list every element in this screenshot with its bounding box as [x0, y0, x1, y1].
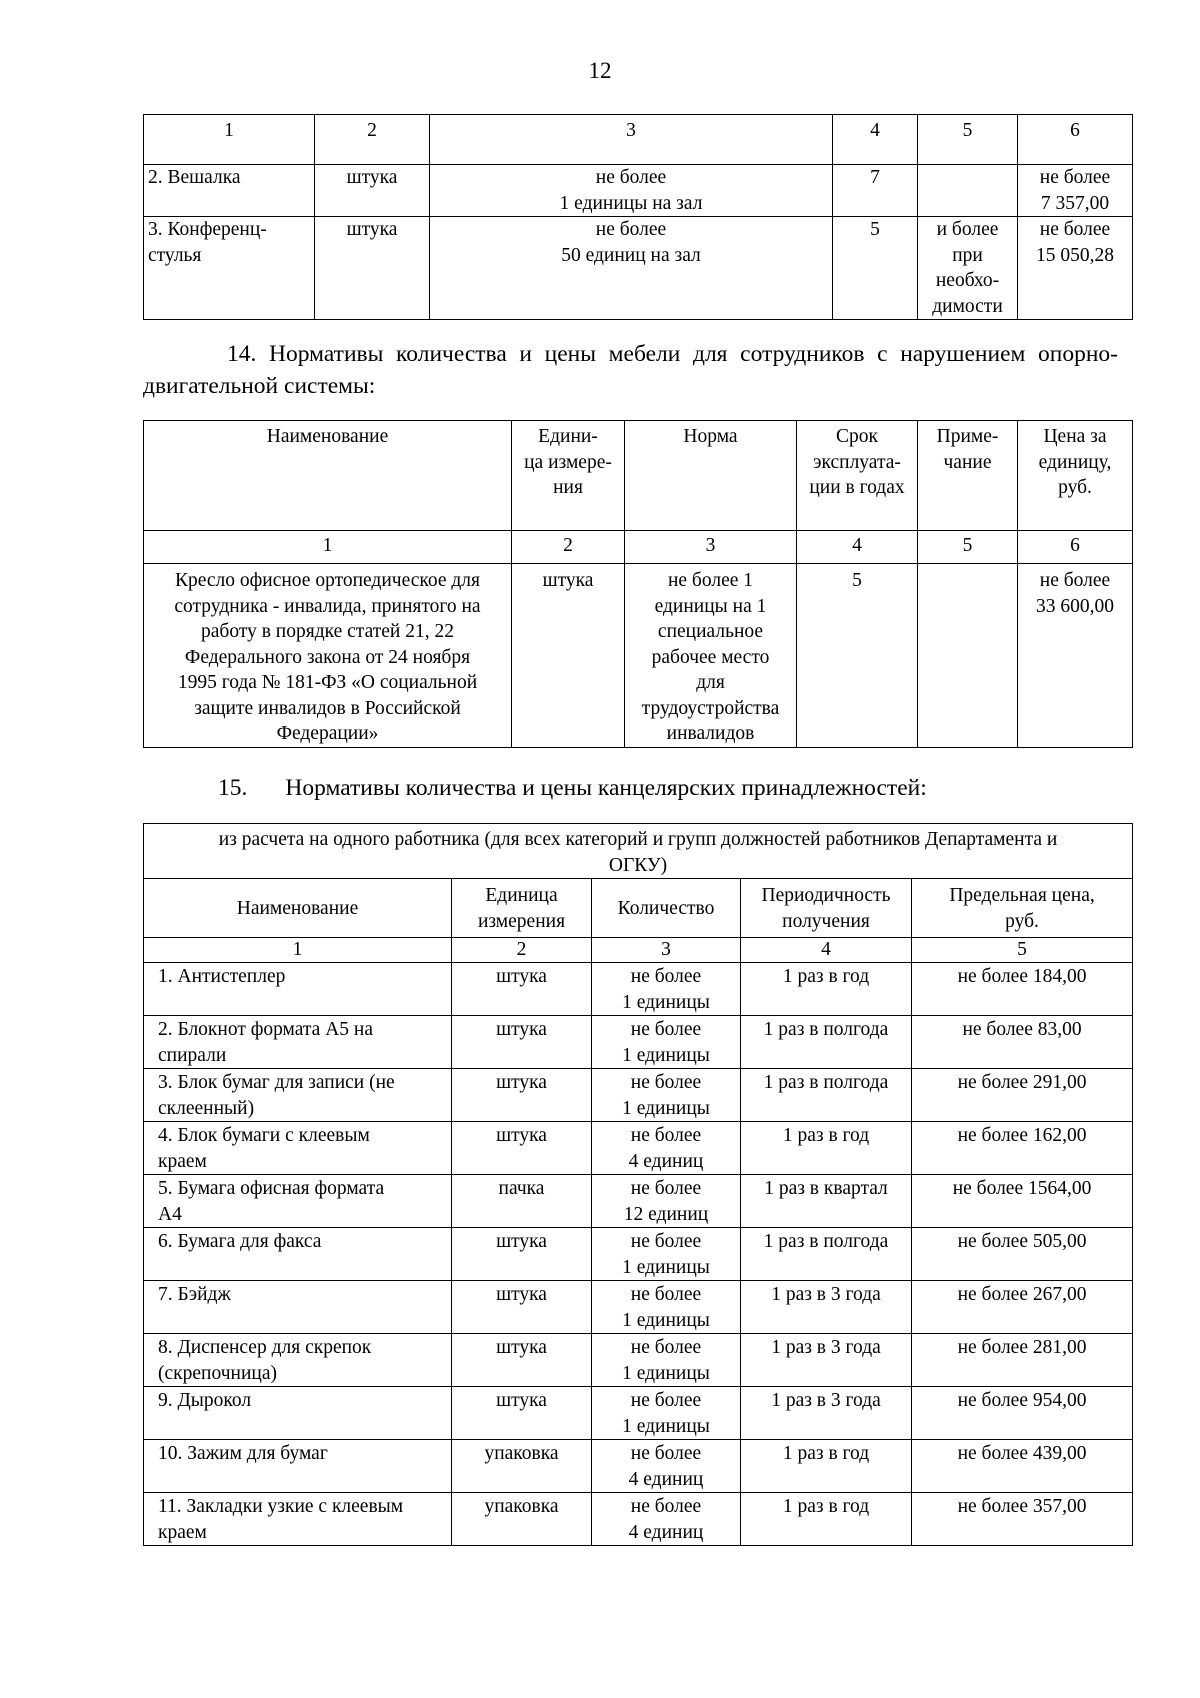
item-name: 7. Бэйдж [144, 1281, 452, 1334]
table-row [144, 1122, 1133, 1175]
item-unit: штука [452, 1334, 592, 1387]
item-unit: штука [452, 1387, 592, 1440]
item-norm: не более 50 единиц на зал [430, 217, 833, 320]
col-number: 3 [430, 115, 833, 165]
item-name: 11. Закладки узкие с клеевым краем [144, 1493, 452, 1546]
item-unit: штука [452, 1122, 592, 1175]
header-unit: Единица измерения [452, 879, 592, 938]
item-unit: пачка [452, 1175, 592, 1228]
item-name: 5. Бумага офисная формата А4 [144, 1175, 452, 1228]
item-name: 6. Бумага для факса [144, 1228, 452, 1281]
header-row [144, 879, 1133, 938]
item-unit: штука [512, 564, 625, 748]
item-name: 2. Вешалка [144, 165, 315, 217]
item-unit: штука [452, 1228, 592, 1281]
table-caption: из расчета на одного работника (для всех категорий и групп должностей работников Департамента и ОГКУ) [144, 824, 1133, 879]
col-number: 3 [592, 938, 741, 963]
furniture-table-continued [143, 114, 1133, 320]
table-row [144, 1175, 1133, 1228]
page-number: 12 [588, 58, 612, 83]
item-period: 1 раз в 3 года [741, 1281, 912, 1334]
col-number: 4 [741, 938, 912, 963]
table-row [144, 165, 1133, 217]
item-name: Кресло офисное ортопедическое для сотрудника - инвалида, принятого на работу в порядке статей 21, 22 Федерального закона от 24 ноября 1995 года № 181-ФЗ «О социальной защите инвалидов в Российской Федерации» [144, 564, 512, 748]
item-note [918, 564, 1018, 748]
item-name: 3. Конференц- стулья [144, 217, 315, 320]
table-row [144, 1016, 1133, 1069]
item-term: 7 [833, 165, 918, 217]
column-number-row [144, 531, 1133, 564]
item-quantity: не более 4 единиц [592, 1440, 741, 1493]
col-number: 1 [144, 115, 315, 165]
table-row [144, 564, 1133, 748]
item-name: 9. Дырокол [144, 1387, 452, 1440]
column-number-row [144, 115, 1133, 165]
item-unit: штука [452, 1069, 592, 1122]
caption-row [144, 824, 1133, 879]
item-quantity: не более 4 единиц [592, 1493, 741, 1546]
header-name: Наименование [144, 421, 512, 531]
item-quantity: не более 1 единицы [592, 1281, 741, 1334]
item-price: не более 83,00 [912, 1016, 1133, 1069]
section-14-heading: 14. Нормативы количества и цены мебели для сотрудников с нарушением опорно-двигательной системы: [143, 341, 1118, 399]
table-row [144, 1228, 1133, 1281]
col-number: 2 [512, 531, 625, 564]
item-unit: штука [315, 165, 430, 217]
header-price: Предельная цена, руб. [912, 879, 1133, 938]
item-quantity: не более 4 единиц [592, 1122, 741, 1175]
col-number: 5 [918, 115, 1018, 165]
item-unit: штука [452, 963, 592, 1016]
header-name: Наименование [144, 879, 452, 938]
table-row [144, 1493, 1133, 1546]
item-price: не более 184,00 [912, 963, 1133, 1016]
item-quantity: не более 1 единицы [592, 1387, 741, 1440]
item-period: 1 раз в год [741, 963, 912, 1016]
header-period: Периодичность получения [741, 879, 912, 938]
col-number: 6 [1018, 115, 1133, 165]
item-price: не более 267,00 [912, 1281, 1133, 1334]
item-unit: упаковка [452, 1493, 592, 1546]
item-price: не более 1564,00 [912, 1175, 1133, 1228]
col-number: 6 [1018, 531, 1133, 564]
item-name: 2. Блокнот формата А5 на спирали [144, 1016, 452, 1069]
item-quantity: не более 1 единицы [592, 963, 741, 1016]
header-term: Срок эксплуата- ции в годах [797, 421, 918, 531]
orthopedic-furniture-table [143, 420, 1133, 748]
item-norm: не более 1 единицы на 1 специальное рабочее место для трудоустройства инвалидов [625, 564, 797, 748]
item-price: не более 162,00 [912, 1122, 1133, 1175]
item-term: 5 [833, 217, 918, 320]
item-period: 1 раз в полгода [741, 1016, 912, 1069]
col-number: 2 [452, 938, 592, 963]
col-number: 4 [797, 531, 918, 564]
col-number: 1 [144, 531, 512, 564]
item-period: 1 раз в квартал [741, 1175, 912, 1228]
item-note: и более при необхо- димости [918, 217, 1018, 320]
col-number: 4 [833, 115, 918, 165]
item-name: 4. Блок бумаги с клеевым краем [144, 1122, 452, 1175]
item-period: 1 раз в полгода [741, 1228, 912, 1281]
item-quantity: не более 1 единицы [592, 1334, 741, 1387]
header-quantity: Количество [592, 879, 741, 938]
item-quantity: не более 1 единицы [592, 1016, 741, 1069]
item-price: не более 33 600,00 [1018, 564, 1133, 748]
item-price: не более 439,00 [912, 1440, 1133, 1493]
item-period: 1 раз в год [741, 1122, 912, 1175]
section-15-number: 15. [218, 775, 248, 801]
item-term: 5 [797, 564, 918, 748]
item-quantity: не более 12 единиц [592, 1175, 741, 1228]
table-row [144, 1440, 1133, 1493]
table-row [144, 1069, 1133, 1122]
stationery-table [143, 823, 1133, 1546]
item-period: 1 раз в 3 года [741, 1387, 912, 1440]
table-row [144, 963, 1133, 1016]
item-unit: штука [452, 1016, 592, 1069]
item-price: не более 954,00 [912, 1387, 1133, 1440]
table-row [144, 217, 1133, 320]
item-price: не более 15 050,28 [1018, 217, 1133, 320]
item-price: не более 505,00 [912, 1228, 1133, 1281]
header-price: Цена за единицу, руб. [1018, 421, 1133, 531]
item-price: не более 291,00 [912, 1069, 1133, 1122]
item-name: 1. Антистеплер [144, 963, 452, 1016]
table-row [144, 1387, 1133, 1440]
item-price: не более 357,00 [912, 1493, 1133, 1546]
header-note: Приме- чание [918, 421, 1018, 531]
column-number-row [144, 938, 1133, 963]
item-period: 1 раз в полгода [741, 1069, 912, 1122]
col-number: 5 [912, 938, 1133, 963]
col-number: 3 [625, 531, 797, 564]
section-15-heading [218, 772, 1118, 804]
item-period: 1 раз в 3 года [741, 1334, 912, 1387]
item-norm: не более 1 единицы на зал [430, 165, 833, 217]
table-row [144, 1281, 1133, 1334]
item-unit: упаковка [452, 1440, 592, 1493]
col-number: 1 [144, 938, 452, 963]
item-name: 8. Диспенсер для скрепок (скрепочница) [144, 1334, 452, 1387]
header-unit: Едини- ца измере- ния [512, 421, 625, 531]
item-unit: штука [315, 217, 430, 320]
item-quantity: не более 1 единицы [592, 1228, 741, 1281]
item-price: не более 281,00 [912, 1334, 1133, 1387]
table-row [144, 1334, 1133, 1387]
item-name: 3. Блок бумаг для записи (не склеенный) [144, 1069, 452, 1122]
item-unit: штука [452, 1281, 592, 1334]
col-number: 5 [918, 531, 1018, 564]
item-price: не более 7 357,00 [1018, 165, 1133, 217]
item-quantity: не более 1 единицы [592, 1069, 741, 1122]
item-period: 1 раз в год [741, 1493, 912, 1546]
header-norm: Норма [625, 421, 797, 531]
section-15-title: Нормативы количества и цены канцелярских принадлежностей: [285, 775, 927, 801]
item-name: 10. Зажим для бумаг [144, 1440, 452, 1493]
item-period: 1 раз в год [741, 1440, 912, 1493]
col-number: 2 [315, 115, 430, 165]
item-note [918, 165, 1018, 217]
header-row [144, 421, 1133, 531]
